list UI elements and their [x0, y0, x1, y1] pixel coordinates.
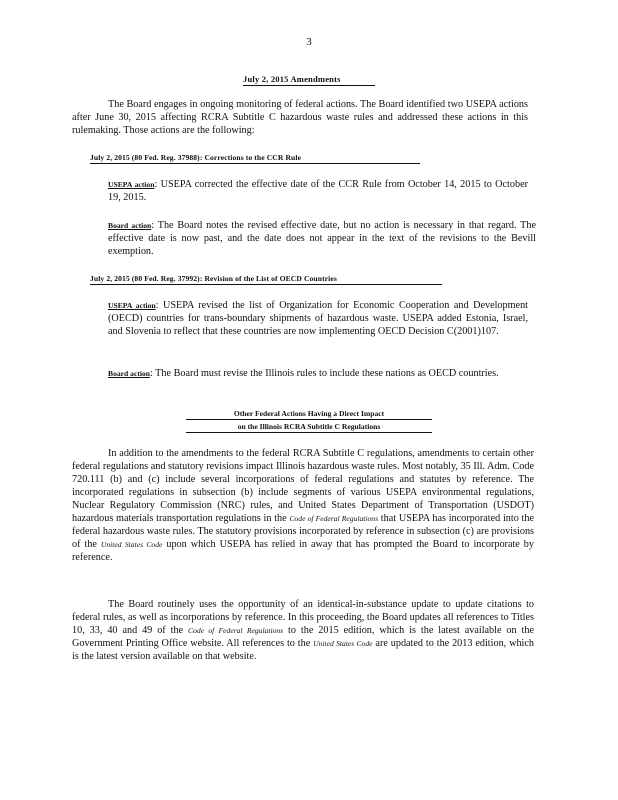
usepa-action-label: USEPA action — [108, 180, 155, 189]
usepa-action-label: USEPA action — [108, 301, 156, 310]
routine-part1: The Board routinely uses the opportunity of an identical-in-substance update to update citations to federal rules, as well as incorporations by reference. In this proceeding, the Board updates all references to Titles 10, 33, 40 and 49 of the — [72, 599, 534, 636]
other-part3: upon which USEPA has relied in away that has prompted the Board to incorporate by reference. — [72, 539, 534, 563]
item2-usepa-action — [108, 299, 528, 338]
other-part1: In addition to the amendments to the federal RCRA Subtitle C regulations, amendments to certain other federal regulations and statutory revisions impact Illinois hazardous waste rules. Most notably, 35 Ill. Adm. Code 720.111 (b) and (c) include several incorporations of federal regulations and statutes by reference. The incorporated regulations in subsection (b) include segments of various USEPA environmental regulations, Nuclear Regulatory Commission (NRC) rules, and United States Department of Transportation (USDOT) hazardous materials transportation regulations in the — [72, 448, 534, 524]
item1-heading: July 2, 2015 (80 Fed. Reg. 37988): Corrections to the CCR Rule — [90, 153, 420, 164]
routine-part2: to the 2015 edition, which is the latest available on the Government Printing Office website. All references to the — [72, 625, 534, 649]
other-part2: that USEPA has incorporated into the federal hazardous waste rules. The statutory provisions incorporated by reference in subsection (c) are provisions of the — [72, 513, 534, 550]
other-actions-heading — [186, 409, 432, 435]
routine-update-paragraph — [72, 598, 534, 663]
item1-usepa-action — [108, 178, 528, 204]
item1-usepa-text: : USEPA corrected the effective date of the CCR Rule from October 14, 2015 to October 19, 2015. — [108, 179, 528, 203]
item2-board-text: : The Board must revise the Illinois rules to include these nations as OECD countries. — [149, 368, 499, 379]
cfr-title: Code of Federal Regulations — [289, 514, 379, 523]
board-action-label: Board action — [108, 369, 150, 378]
other-actions-heading-line1: Other Federal Actions Having a Direct Impact — [186, 409, 432, 420]
section-heading: July 2, 2015 Amendments — [243, 74, 375, 86]
intro-paragraph — [72, 98, 528, 137]
intro-text: The Board engages in ongoing monitoring of federal actions. The Board identified two USEPA actions after June 30, 2015 affecting RCRA Subtitle C hazardous waste rules and addressed these actions in this rulemaking. Those actions are the following: — [72, 99, 528, 136]
item1-board-action — [108, 219, 536, 258]
routine-part3: are updated to the 2013 edition, which is the latest version available on that website. — [72, 638, 535, 662]
item1-board-text: : The Board notes the revised effective date, but no action is necessary in that regard. The effective date is now past, and the date does not appear in the text of the revisions to the Bevill exemption. — [108, 220, 536, 257]
page-number: 3 — [306, 36, 312, 48]
other-actions-paragraph — [72, 447, 534, 564]
item2-board-action — [108, 367, 528, 380]
item2-usepa-text: : USEPA revised the list of Organization for Economic Cooperation and Development (OECD) countries for trans-boundary shipments of hazardous waste. USEPA added Estonia, Israel, and Slovenia to reflect that these countries are now implementing OECD Decision C(2001)107. — [108, 300, 528, 337]
other-actions-heading-line2: on the Illinois RCRA Subtitle C Regulations — [186, 422, 432, 433]
usc-title: United States Code — [100, 540, 163, 549]
usc-title: United States Code — [313, 639, 373, 648]
cfr-title: Code of Federal Regulations — [188, 626, 284, 635]
item2-heading: July 2, 2015 (80 Fed. Reg. 37992): Revision of the List of OECD Countries — [90, 274, 442, 285]
board-action-label: Board action — [108, 221, 152, 230]
